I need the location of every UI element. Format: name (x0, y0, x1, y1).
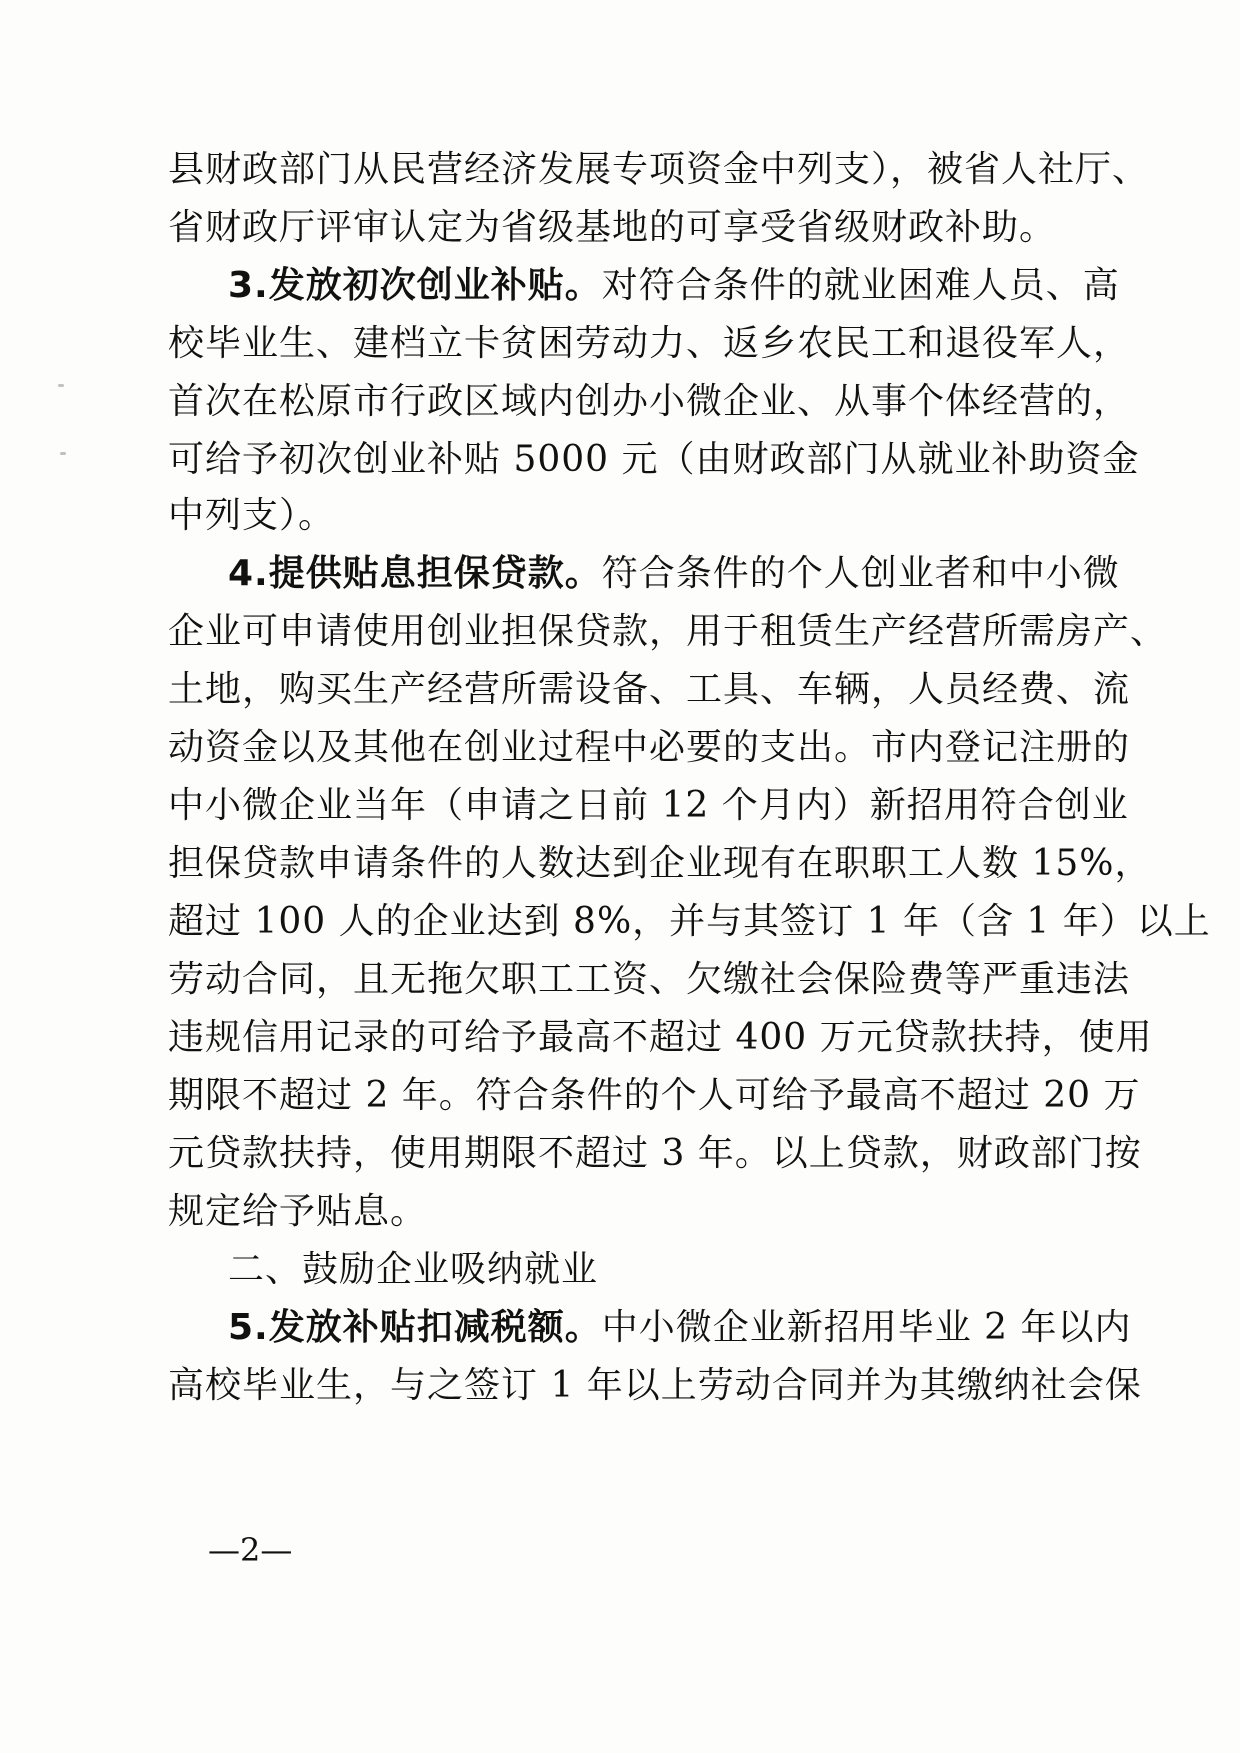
text-line (168, 1134, 1142, 1174)
scan-speck (60, 452, 66, 455)
text-line (168, 1366, 1142, 1406)
line-text: 超过 100 人的企业达到 8%，并与其签订 1 年（含 1 年）以上 (168, 901, 1211, 942)
line-text: 担保贷款申请条件的人数达到企业现有在职职工人数 15%， (168, 843, 1152, 884)
text-line (168, 786, 1129, 826)
text-line (168, 440, 1140, 480)
paragraph-4-first-line (228, 554, 1120, 594)
text-line (168, 496, 335, 536)
page-number: —2— (208, 1531, 293, 1569)
text-line (168, 728, 1130, 768)
line-text: 中小微企业当年（申请之日前 12 个月内）新招用符合创业 (168, 785, 1129, 826)
line-text: 元贷款扶持，使用期限不超过 3 年。以上贷款，财政部门按 (168, 1133, 1142, 1174)
text-line (168, 612, 1167, 652)
line-text: 对符合条件的就业困难人员、高 (601, 265, 1120, 306)
paragraph-4-heading: 4.提供贴息担保贷款。 (228, 553, 602, 594)
line-text: 中小微企业新招用毕业 2 年以内 (601, 1307, 1132, 1348)
section-heading-text: 二、鼓励企业吸纳就业 (228, 1249, 599, 1290)
line-text: 劳动合同，且无拖欠职工工资、欠缴社会保险费等严重违法 (168, 959, 1131, 1000)
paragraph-3-first-line (228, 266, 1120, 306)
text-line (168, 844, 1151, 884)
text-line (168, 1076, 1141, 1116)
text-line (168, 1192, 427, 1232)
line-text: 动资金以及其他在创业过程中必要的支出。市内登记注册的 (168, 727, 1131, 768)
text-line (168, 150, 1149, 190)
line-text: 校毕业生、建档立卡贫困劳动力、返乡农民工和退役军人， (168, 323, 1131, 364)
text-line (168, 208, 1056, 248)
line-text: 违规信用记录的可给予最高不超过 400 万元贷款扶持，使用 (168, 1017, 1153, 1058)
paragraph-3-heading: 3.发放初次创业补贴。 (228, 265, 602, 306)
text-line (168, 382, 1130, 422)
line-text: 符合条件的个人创业者和中小微 (601, 553, 1120, 594)
line-text: 规定给予贴息。 (168, 1191, 428, 1232)
line-text: 县财政部门从民营经济发展专项资金中列支），被省人社厅、 (168, 149, 1150, 190)
line-text: 土地，购买生产经营所需设备、工具、车辆，人员经费、流 (168, 669, 1131, 710)
line-text: 企业可申请使用创业担保贷款，用于租赁生产经营所需房产、 (168, 611, 1168, 652)
line-text: 期限不超过 2 年。符合条件的个人可给予最高不超过 20 万 (168, 1075, 1141, 1116)
scan-speck (58, 384, 64, 387)
text-line (168, 670, 1130, 710)
text-line (168, 902, 1211, 942)
line-text: 高校毕业生，与之签订 1 年以上劳动合同并为其缴纳社会保 (168, 1365, 1142, 1406)
text-line (168, 324, 1130, 364)
text-line (168, 960, 1130, 1000)
section-heading (228, 1250, 598, 1290)
paragraph-5-first-line (228, 1308, 1132, 1348)
line-text: 首次在松原市行政区域内创办小微企业、从事个体经营的， (168, 381, 1131, 422)
line-text: 省财政厅评审认定为省级基地的可享受省级财政补助。 (168, 207, 1057, 248)
line-text: 中列支）。 (168, 495, 336, 536)
line-text: 可给予初次创业补贴 5000 元（由财政部门从就业补助资金 (168, 439, 1140, 480)
text-line (168, 1018, 1153, 1058)
paragraph-5-heading: 5.发放补贴扣减税额。 (228, 1307, 602, 1348)
